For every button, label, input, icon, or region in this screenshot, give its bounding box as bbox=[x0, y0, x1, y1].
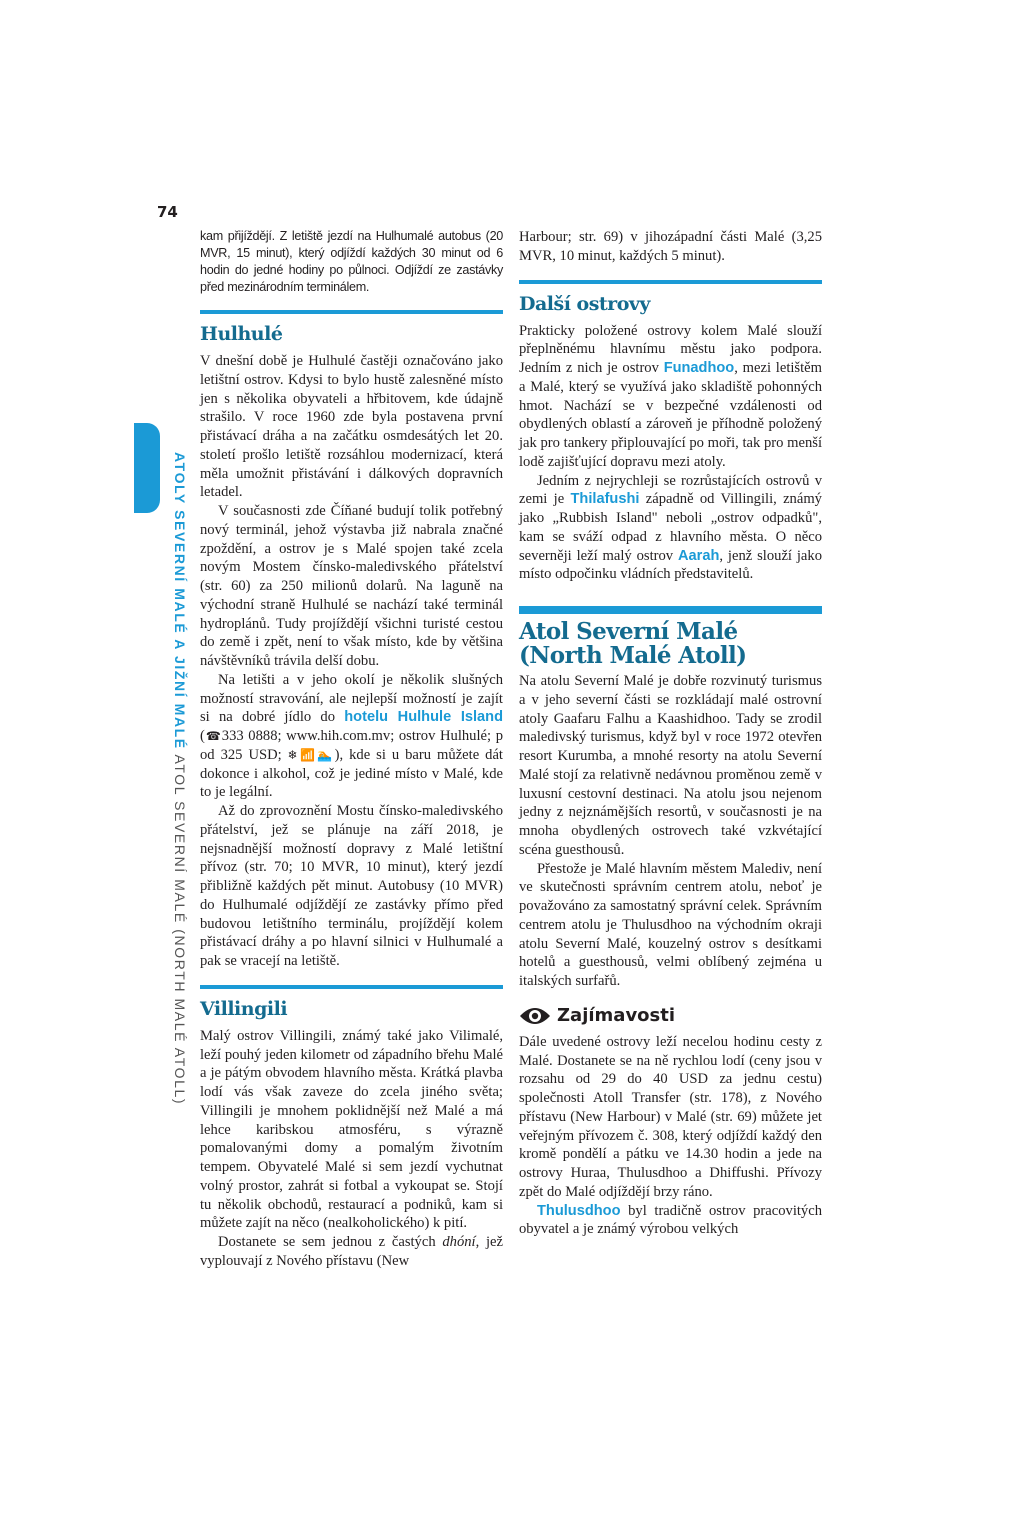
paragraph bbox=[200, 1233, 503, 1271]
section-heading: Villingili bbox=[200, 997, 288, 1020]
eye-icon bbox=[519, 1006, 551, 1026]
paragraph bbox=[200, 228, 503, 296]
paragraph bbox=[200, 352, 503, 502]
text-run: , jež vyplouvají z Nového přístavu (New bbox=[200, 1234, 503, 1269]
section-title: ATOL SEVERNÍ MALÉ (NORTH MALÉ ATOLL) bbox=[172, 754, 188, 1106]
section-divider bbox=[519, 606, 822, 614]
paragraph bbox=[519, 1033, 822, 1202]
paragraph bbox=[519, 322, 822, 472]
paragraph bbox=[519, 472, 822, 585]
text-run: kam přijíždějí. Z letiště jezdí na Hulhumalé autobus (20 MVR, 15 minut), který odjíždí každých 30 minut od 6 hodin do jedné hodiny po půlnoci. Odjíždí ze zastávky před mezinárodním terminálem. bbox=[200, 229, 503, 294]
info-symbol-icon: ☎ bbox=[204, 729, 222, 743]
text-run: Dostanete se sem jednou z častých bbox=[218, 1234, 443, 1250]
place-name-highlight: Thulusdhoo bbox=[537, 1202, 621, 1219]
chapter-tab-marker bbox=[134, 423, 160, 513]
text-run: Přestože je Malé hlavním městem Malediv, není ve skutečnosti správním centrem atolu, neboť je považováno za samostatný správní celek. Správním centrem atolu je Thulusdhoo na východním okraji atolu Severní Malé, kouzelný ostrov s desítkami hotelů a guesthousů, velmi oblíbený zejména u italských surfařů. bbox=[519, 860, 822, 989]
text-column-left bbox=[200, 228, 503, 1271]
text-run: , mezi letištěm a Malé, který se využívá jako skladiště pohonných hmot. Nachází se v bezpečné vzdálenosti od obydlených oblastí a zároveň je příhodně položený jak pro tankery připlouvající po moři, tak pro menší lodě zajišťující dopravu mezi atoly. bbox=[519, 360, 822, 470]
section-divider bbox=[200, 985, 503, 989]
section-divider bbox=[200, 310, 503, 314]
text-run: západně od Villingili, známý jako „Rubbish Island" neboli „ostrov odpadků", kam se sváží odpad z hlavního města. O něco severněji leží malý ostrov bbox=[519, 491, 822, 564]
paragraph bbox=[519, 860, 822, 991]
place-name-highlight: Thilafushi bbox=[570, 491, 640, 508]
place-name-highlight: Aarah bbox=[678, 547, 720, 564]
paragraph bbox=[200, 671, 503, 802]
paragraph bbox=[519, 228, 822, 266]
text-run: 333 0888; www.hih.com.mv; ostrov Hulhulé; p od 325 USD; bbox=[200, 728, 503, 763]
text-run: ), kde si u baru můžete dát dokonce i alkohol, což je jediné místo v Malé, kde to je legální. bbox=[200, 746, 503, 801]
running-header-vertical bbox=[172, 452, 188, 1105]
info-symbol-icon: ❄📶🏊 bbox=[287, 747, 335, 762]
place-name-highlight: Funadhoo bbox=[663, 360, 735, 376]
text-run: Dále uvedené ostrovy leží necelou hodinu cesty z Malé. Dostanete se na ně rychlou lodí (ceny jsou v rozsahu od 29 do 40 USD za jednu cestu) společnosti Atoll Transfer (str. 178), z Nového přístavu (New Harbour) v Malé (str. 69) můžete jet veřejným přívozem č. 308, který odjíždí každý den kromě pondělí a pátku ve 14.30 hodin a jede na ostrovy Huraa, Thulusdhoo a Dhiffushi. Přívozy zpět do Malé odjíždějí brzy ráno. bbox=[519, 1033, 822, 1200]
text-run: Prakticky položené ostrovy kolem Malé slouží přeplněnému hlavnímu městu jako podpora. Jedním z nich je ostrov bbox=[519, 322, 822, 376]
paragraph bbox=[200, 1027, 503, 1233]
section-heading: Atol Severní Malé (North Malé Atoll) bbox=[519, 618, 747, 669]
paragraph bbox=[200, 802, 503, 971]
paragraph bbox=[519, 1202, 822, 1240]
text-run: byl tradičně ostrov pracovitých obyvatel a je známý výrobou velkých bbox=[519, 1202, 822, 1238]
subsection-heading-text: Zajímavosti bbox=[557, 1004, 676, 1026]
text-column-right bbox=[519, 228, 822, 1239]
text-run: Na letišti a v jeho okolí je několik slušných možností stravování, ale nejlepší možností je zajít si na dobré jídlo do bbox=[200, 671, 503, 726]
section-heading: Další ostrovy bbox=[519, 292, 650, 315]
text-run: Jedním z nejrychleji se rozrůstajících ostrovů v zemi je bbox=[519, 472, 822, 508]
text-run: V současnosti zde Číňané budují tolik potřebný nový terminál, jehož výstavba již nabrala značné zpoždění, a ostrov je s Malé spojen také zcela novým Mostem čínsko-maledivského přátelství (str. 60) za 250 milionů dolarů. Na laguně na východní straně Hulhulé se nachází také terminál hydroplánů. Tudy projíždějí všichni turisté cestou do země i zpět, není to však místo, kde by většina návštěvníků trávila delší dobu. bbox=[200, 503, 503, 669]
section-heading: Hulhulé bbox=[200, 323, 283, 345]
page-number: 74 bbox=[157, 203, 178, 221]
text-run: Harbour; str. 69) v jihozápadní části Malé (3,25 MVR, 10 minut, každých 5 minut). bbox=[519, 229, 822, 264]
text-run: Až do zprovoznění Mostu čínsko-maledivského přátelství, jež se plánuje na září 2018, je nejsnadnější možností dopravy z Malé letištní přívoz (str. 70; 10 MVR, 10 minut), který jezdí přibližně každých pět minut. Autobusy (10 MVR) do Hulhumalé odjíždějí ze zastávky přímo před budovou letištního terminálu, projíždějí kolem přistávací dráhy a po hlavní silnici v Hulhumalé a pak se vracejí na letiště. bbox=[200, 803, 503, 969]
text-run: Malý ostrov Villingili, známý také jako Vilimalé, leží pouhý jeden kilometr od západního břehu Malé a je pátým obvodem hlavního města. Krátká plavba lodí vás však zaveze do zcela jiného světa; Villingili je mnohem poklidnější než Malé a má lehce karibskou atmosféru, s výrazně pomalovanými domy a pomalým životním tempem. Obyvatelé Malé si sem jezdí vychutnat volný prostor, zahrát si fotbal a vykoupat se. Stojí tu několik obchodů, restaurací a podniků, kam si můžete zajít na něco (nealkoholického) k pití. bbox=[200, 1027, 503, 1232]
chapter-title: ATOLY SEVERNÍ MALÉ A JIŽNÍ MALÉ bbox=[172, 452, 188, 750]
text-run: ( bbox=[200, 728, 205, 744]
paragraph bbox=[519, 672, 822, 860]
text-run: , jenž slouží jako místo odpočinku vládních představitelů. bbox=[519, 547, 823, 583]
italic-term: dhóní bbox=[442, 1234, 476, 1250]
subsection-heading bbox=[519, 1005, 822, 1027]
section-divider bbox=[519, 280, 822, 284]
text-run: Na atolu Severní Malé je dobře rozvinutý turismus a v jeho severní části se rozkládají malé ostrovní atoly Gaafaru Falhu a Kaashidhoo. Tady se zrodil maledivský turismus, když byl v roce 1972 otevřen resort Kurumba, a mnohé resorty na atolu Severní Malé stojí za relativně nedávnou proměnou země v luxusní cestovní destinaci. Na atolu jsou nejenom jedny z nejznámějších resortů, v současnosti je na mnoha obydlených ostrovech také vzkvétající scéna guesthousů. bbox=[519, 673, 822, 858]
place-name-highlight: hotelu Hulhule Island bbox=[344, 709, 503, 726]
text-run: V dnešní době je Hulhulé častěji označováno jako letištní ostrov. Kdysi to bylo hustě zalesněné místo jen s několika obyvateli a hřbitovem, kde údajně strašilo. V roce 1960 zde byla postavena první přistávací dráha a na začátku osmdesátých let 20. století prošlo letiště rozsáhlou modernizací, která měla umožnit přistávání i dálkových dopravních letadel. bbox=[200, 353, 503, 501]
paragraph bbox=[200, 502, 503, 671]
